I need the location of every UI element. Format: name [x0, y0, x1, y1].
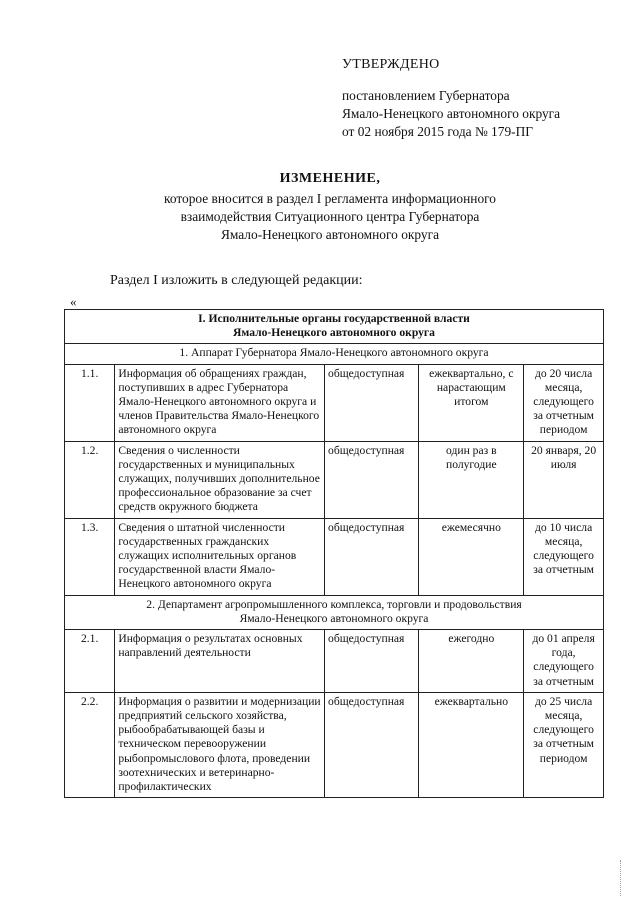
row-number: 2.1.	[65, 630, 115, 693]
title-line-1: которое вносится в раздел I регламента информационного	[164, 191, 496, 206]
section-header-line-2: Ямало-Ненецкого автономного округа	[233, 326, 435, 340]
row-info: Информация о результатах основных направлений деятельности	[115, 630, 325, 693]
row-number: 1.1.	[65, 364, 115, 441]
table-row	[65, 692, 604, 797]
row-access: общедоступная	[325, 518, 419, 595]
title-heading: ИЗМЕНЕНИЕ,	[279, 171, 381, 186]
row-period: один раз в полугодие	[419, 441, 524, 518]
row-term: 20 января, 20 июля	[524, 441, 604, 518]
row-number: 1.3.	[65, 518, 115, 595]
row-period: ежеквартально	[419, 692, 524, 797]
department-row-2	[65, 595, 604, 629]
row-period: ежегодно	[419, 630, 524, 693]
row-number: 2.2.	[65, 692, 115, 797]
document-title	[60, 170, 600, 244]
row-number: 1.2.	[65, 441, 115, 518]
table-row	[65, 630, 604, 693]
table-row	[65, 518, 604, 595]
title-line-2: взаимодействия Ситуационного центра Губернатора	[180, 209, 480, 224]
row-access: общедоступная	[325, 692, 419, 797]
regulation-table	[64, 309, 604, 798]
row-info: Сведения о численности государственных и муниципальных служащих, получивших дополнительное профессиональное образование за счет средств окружного бюджета	[115, 441, 325, 518]
row-info: Информация об обращениях граждан, поступивших в адрес Губернатора Ямало-Ненецкого автономного округа и членов Правительства Ямало-Ненецкого автономного округа	[115, 364, 325, 441]
row-period: ежемесячно	[419, 518, 524, 595]
row-term: до 01 апреля года, следующего за отчетным	[524, 630, 604, 693]
row-period: ежеквартально, с нарастающим итогом	[419, 364, 524, 441]
department-title-2-line-1: 2. Департамент агропромышленного комплекса, торговли и продовольствия	[146, 597, 522, 611]
row-info: Информация о развитии и модернизации предприятий сельского хозяйства, рыбообрабатывающей базы и техническом перевооружении рыбопромыслового флота, проведении зоотехнических и ветеринарно-профилактических	[115, 692, 325, 797]
title-line-3: Ямало-Ненецкого автономного округа	[220, 227, 440, 242]
section-header-line-1: I. Исполнительные органы государственной власти	[198, 312, 470, 325]
opening-quote: «	[70, 294, 77, 309]
department-title-1: 1. Аппарат Губернатора Ямало-Ненецкого автономного округа	[65, 344, 604, 364]
section-header	[65, 310, 604, 344]
department-title-2	[65, 595, 604, 629]
approval-line-1: постановлением Губернатора	[342, 88, 510, 103]
approval-line-2: Ямало-Ненецкого автономного округа	[342, 106, 561, 121]
table-row	[65, 364, 604, 441]
department-title-2-line-2: Ямало-Ненецкого автономного округа	[239, 611, 429, 625]
row-term: до 20 числа месяца, следующего за отчетным периодом	[524, 364, 604, 441]
row-access: общедоступная	[325, 630, 419, 693]
intro-text: Раздел I изложить в следующей редакции:	[110, 273, 363, 288]
approval-block	[342, 56, 632, 141]
section-header-row	[65, 310, 604, 344]
row-access: общедоступная	[325, 364, 419, 441]
approval-line-3: от 02 ноября 2015 года № 179-ПГ	[342, 124, 534, 139]
row-term: до 10 числа месяца, следующего за отчетным	[524, 518, 604, 595]
table-row	[65, 441, 604, 518]
department-row-1	[65, 344, 604, 364]
scan-edge-mark	[620, 860, 622, 896]
row-info: Сведения о штатной численности государственных гражданских служащих исполнительных органов государственной власти Ямало-Ненецкого автономного округа	[115, 518, 325, 595]
row-access: общедоступная	[325, 441, 419, 518]
row-term: до 25 числа месяца, следующего за отчетным периодом	[524, 692, 604, 797]
approval-stamp: УТВЕРЖДЕНО	[342, 57, 440, 72]
